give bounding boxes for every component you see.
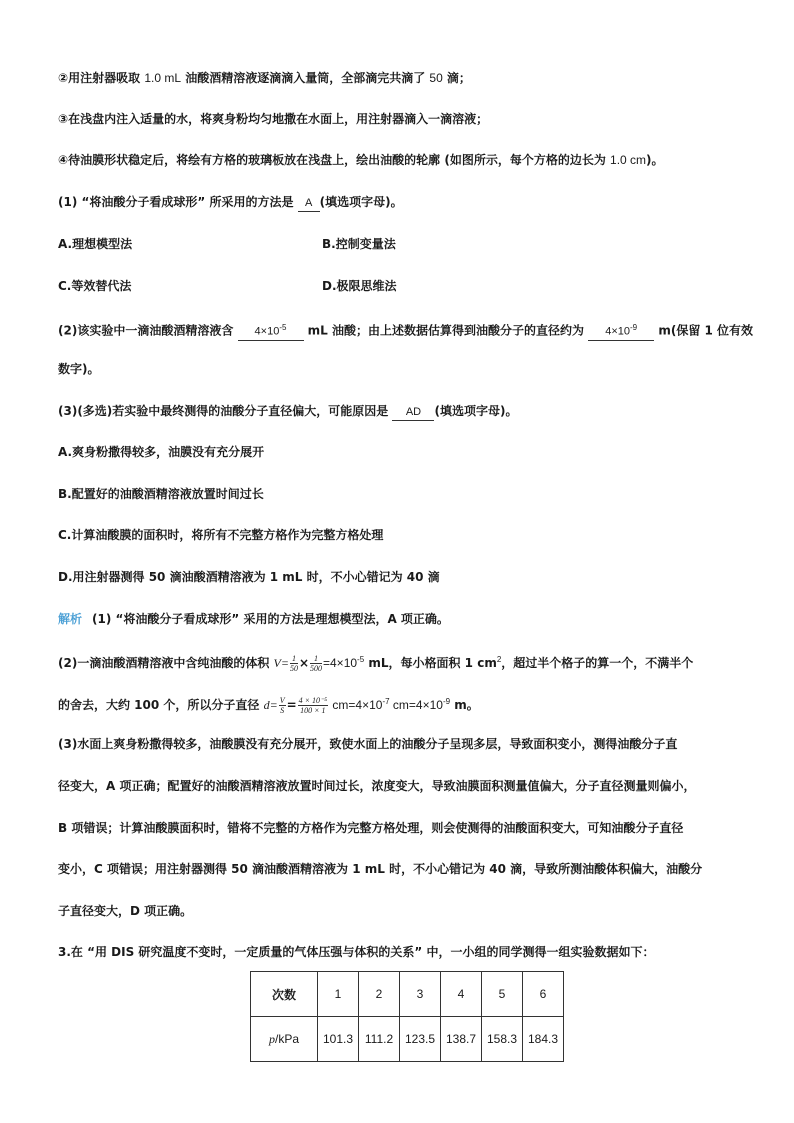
pressure-symbol: p xyxy=(268,1031,275,1046)
analysis-1-text: (1) “将油酸分子看成球形” 采用的方法是理想模型法，A 项正确。 xyxy=(92,612,449,626)
table-cell: 158.3 xyxy=(482,1017,523,1062)
table-column-header: 2 xyxy=(359,972,400,1017)
volume-result: =4×10 xyxy=(323,656,358,670)
answer-1-base: 4×10 xyxy=(254,325,280,338)
answer-2-exp: -9 xyxy=(630,323,638,332)
step-2-text-c: 滴； xyxy=(442,71,471,85)
fraction-denominator: 50 xyxy=(289,664,298,673)
table-column-header: 5 xyxy=(482,972,523,1017)
q3-option-b: B.配置好的油酸酒精溶液放置时间过长 xyxy=(58,487,264,501)
table-row xyxy=(251,972,564,1017)
fraction-denominator: 100 × 1 xyxy=(300,706,326,715)
step-2-drops: 50 xyxy=(429,71,443,85)
fraction-1-50 xyxy=(290,654,298,673)
q1-option-b: B.控制变量法 xyxy=(322,237,396,251)
diameter-symbol: d= xyxy=(263,698,278,712)
diameter-result-cm-2-exp: -9 xyxy=(442,697,451,706)
step-3: ③在浅盘内注入适量的水，将爽身粉均匀地撒在水面上，用注射器滴入一滴溶液； xyxy=(58,112,489,126)
step-4-text-b: )。 xyxy=(646,153,664,167)
table-column-header: 6 xyxy=(523,972,564,1017)
analysis-2b-text: 的舍去，大约 100 个，所以分子直径 xyxy=(58,698,264,712)
question-1-suffix: (填选项字母)。 xyxy=(319,195,403,209)
analysis-2b: 的舍去，大约 100 个，所以分子直径 d= $\frac{V}{S}$ = $\frac{\text{4 × 10⁻⁵}}{100 \times 1}$ $cm=4\times 10^{-7}$ $cm=4\times 10^{-9}$ m。 xyxy=(58,696,479,715)
question-3-suffix: (填选项字母)。 xyxy=(434,404,518,418)
question-2-text-c: m(保留 1 位有效 xyxy=(654,323,754,338)
table-cell: 184.3 xyxy=(523,1017,564,1062)
analysis-label: 解析 xyxy=(58,612,83,626)
table-row-label xyxy=(251,1017,318,1062)
question-1 xyxy=(58,194,403,212)
question-2-cont: 数字)。 xyxy=(58,362,100,376)
diameter-result-cm: cm=4×10 xyxy=(329,698,383,712)
fraction-V-S xyxy=(279,696,286,715)
question-2-answer-1 xyxy=(238,320,304,341)
fraction-numerator: 1 xyxy=(310,654,322,664)
fraction-denominator: S xyxy=(280,706,285,715)
analysis-3-line-2: 径变大，A 项正确；配置好的油酸酒精溶液放置时间过长，浓度变大，导致油膜面积测量值偏大，分子直径测量则偏小， xyxy=(58,779,696,793)
pressure-unit: /kPa xyxy=(274,1031,299,1046)
square-exp: 2 xyxy=(496,655,502,664)
question-3-text: (3)(多选)若实验中最终测得的油酸分子直径偏大，可能原因是 xyxy=(58,404,393,418)
analysis-1 xyxy=(58,611,449,627)
volume-result-exp: -5 xyxy=(357,655,365,664)
answer-1-exp: -5 xyxy=(279,323,287,332)
analysis-2a-text: (2)一滴油酸酒精溶液中含纯油酸的体积 xyxy=(58,656,274,670)
table-cell: 101.3 xyxy=(318,1017,359,1062)
question-2-answer-2 xyxy=(588,320,654,341)
table-cell: 111.2 xyxy=(359,1017,400,1062)
analysis-3-line-4: 变小，C 项错误；用注射器测得 50 滴油酸酒精溶液为 1 mL 时，不小心错记为 40 滴，导致所测油酸体积偏大，油酸分 xyxy=(58,862,703,876)
table-column-header: 4 xyxy=(441,972,482,1017)
analysis-2b-text-b: m。 xyxy=(450,698,479,712)
analysis-3-line-5: 子直径变大，D 项正确。 xyxy=(58,904,193,918)
q1-option-a: A.理想模型法 xyxy=(58,237,133,251)
data-table xyxy=(250,971,564,1062)
step-4-length: 1.0 cm xyxy=(610,153,647,167)
diameter-result-cm-exp: -7 xyxy=(382,697,390,706)
question-2-text-a: (2)该实验中一滴油酸酒精溶液含 xyxy=(58,323,238,338)
fraction-numerator: 4 × 10⁻⁵ xyxy=(298,696,328,705)
fraction-numerator: 1 xyxy=(291,654,296,663)
question-1-text: (1) “将油酸分子看成球形” 所采用的方法是 xyxy=(58,195,298,209)
step-4-text-a: ④待油膜形状稳定后，将绘有方格的玻璃板放在浅盘上，绘出油酸的轮廓 (如图所示，每个方格的边长为 xyxy=(58,153,611,167)
table-cell: 123.5 xyxy=(400,1017,441,1062)
q1-option-c: C.等效替代法 xyxy=(58,279,132,293)
analysis-2a-text-b: mL，每小格面积 1 cm xyxy=(364,656,497,670)
table-cell: 138.7 xyxy=(441,1017,482,1062)
volume-symbol: V= xyxy=(273,656,289,670)
fraction-volume-area xyxy=(298,696,328,715)
table-header-label: 次数 xyxy=(251,972,318,1017)
question-3-answer: AD xyxy=(392,404,434,421)
question-3 xyxy=(58,403,517,421)
question-2-text-b: mL 油酸；由上述数据估算得到油酸分子的直径约为 xyxy=(303,323,589,338)
table-column-header: 1 xyxy=(318,972,359,1017)
q3-option-d: D.用注射器测得 50 滴油酸酒精溶液为 1 mL 时，不小心错记为 40 滴 xyxy=(58,570,440,584)
table-row xyxy=(251,1017,564,1062)
step-2-volume: 1.0 mL xyxy=(144,71,182,85)
question-1-answer: A xyxy=(298,195,320,212)
fraction-denominator: 500 xyxy=(310,664,322,673)
table-column-header: 3 xyxy=(400,972,441,1017)
fraction-numerator: V xyxy=(279,696,285,705)
diameter-result-cm-2: cm=4×10 xyxy=(389,698,443,712)
q3-option-c: C.计算油酸膜的面积时，将所有不完整方格作为完整方格处理 xyxy=(58,528,384,542)
answer-2-base: 4×10 xyxy=(605,325,631,338)
analysis-2a: (2)一滴油酸酒精溶液中含纯油酸的体积 V= $\frac{1}{50}$ × $\frac{1}{500}$ $=4\times 10^{-5}$ mL，每小格面积 1 $cm^2$，超过半个格子的算一个，不满半个 xyxy=(58,654,694,673)
step-2-text-a: ②用注射器吸取 xyxy=(58,71,145,85)
step-2 xyxy=(58,70,471,86)
analysis-3-line-1: (3)水面上爽身粉撒得较多，油酸膜没有充分展开，致使水面上的油酸分子呈现多层，导致面积变小，测得油酸分子直 xyxy=(58,737,678,751)
fraction-1-500 xyxy=(310,654,322,673)
step-2-text-b: 油酸酒精溶液逐滴滴入量筒，全部滴完共滴了 xyxy=(181,71,430,85)
question-3-intro: 3.在 “用 DIS 研究温度不变时，一定质量的气体压强与体积的关系” 中，一小组的同学测得一组实验数据如下： xyxy=(58,945,655,959)
step-4 xyxy=(58,152,664,168)
q1-option-d: D.极限思维法 xyxy=(322,279,397,293)
question-2 xyxy=(58,320,753,341)
q3-option-a: A.爽身粉撒得较多，油膜没有充分展开 xyxy=(58,445,265,459)
analysis-2a-text-c: ，超过半个格子的算一个，不满半个 xyxy=(501,656,694,670)
analysis-3-line-3: B 项错误；计算油酸膜面积时，错将不完整的方格作为完整方格处理，则会使测得的油酸面积变大，可知油酸分子直径 xyxy=(58,821,684,835)
